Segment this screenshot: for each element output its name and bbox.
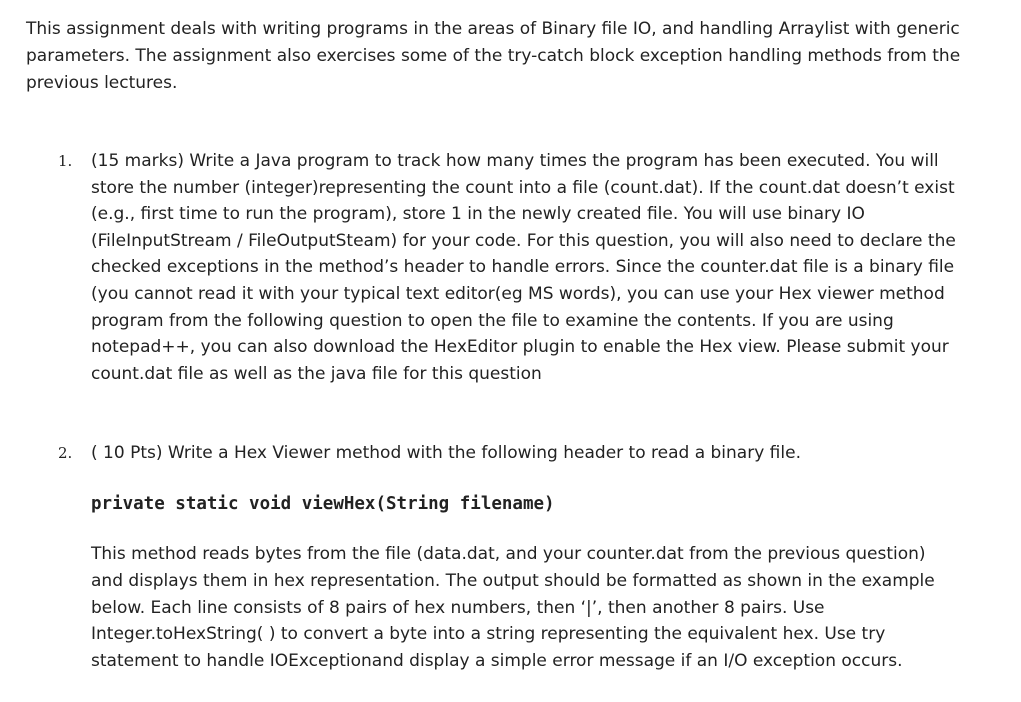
intro-paragraph: This assignment deals with writing programs in the areas of Binary file IO, and handling Arraylist with generic parameters. The assignment also exercises some of the try-catch block exception handling methods from the previous lectures. [26,19,961,93]
question-2-text: ( 10 Pts) Write a Hex Viewer method with the following header to read a binary file. [91,443,801,463]
question-2-number: 2. [58,444,73,462]
question-2-description: This method reads bytes from the file (data.dat, and your counter.dat from the previous question) and displays them in hex representation. The output should be formatted as shown in the example below. Each line consists of 8 pairs of hex numbers, then ‘|’, then another 8 pairs. Use Integer.toHexString( ) to convert a byte into a string representing the equivalent hex. Use try statement to handle IOExceptionand display a simple error message if an I/O exception occurs. [91,544,935,672]
question-1-number: 1. [58,152,73,170]
question-1-text: (15 marks) Write a Java program to track how many times the program has been executed. You will store the number (integer)representing the count into a file (count.dat). If the count.dat doesn’t exist (e.g., first time to run the program), store 1 in the newly created file. You will use binary IO (FileInputStream / FileOutputSteam) for your code. For this question, you will also need to declare the checked exceptions in the method’s header to handle errors. Since the counter.dat file is a binary file (you cannot read it with your typical text editor(eg MS words), you can use your Hex viewer method program from the following question to open the file to examine the contents. If you are using notepad++, you can also download the HexEditor plugin to enable the Hex view. Please submit your count.dat file as well as the java file for this question [91,151,956,384]
method-signature-code: private static void viewHex(String filename) [91,494,555,514]
